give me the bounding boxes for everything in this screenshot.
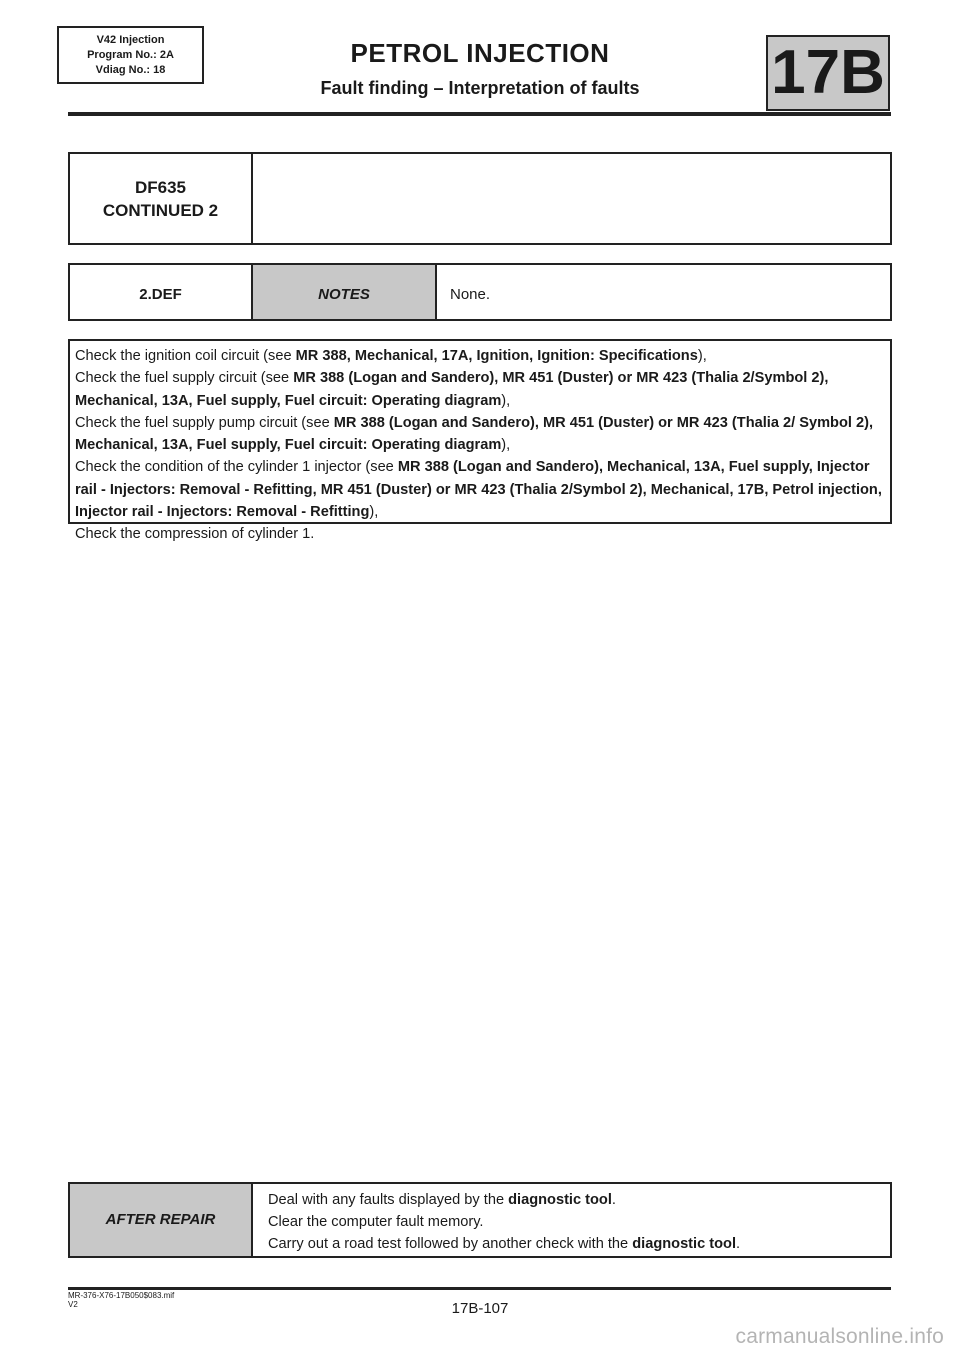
after-repair-text: Carry out a road test followed by another check with the [268, 1236, 633, 1252]
check-text: Check the fuel supply pump circuit (see [75, 414, 334, 431]
notes-label: NOTES [253, 265, 437, 319]
check-text: Check the ignition coil circuit (see [75, 348, 296, 364]
fault-continued-label: CONTINUED 2 [102, 201, 219, 220]
after-repair-reference: diagnostic tool [632, 1236, 737, 1252]
check-reference: MR 388, Mechanical, 17A, Ignition, Ignition: Specifications [295, 348, 698, 364]
after-repair-text [253, 1184, 890, 1256]
checks-box [68, 339, 892, 543]
version-label: V2 [68, 1300, 78, 1309]
fault-id-cell [70, 154, 253, 243]
vehicle-info-line: V42 Injection [96, 34, 165, 46]
check-reference: MR 388 (Logan and Sandero), MR 451 (Duster) or MR 423 (Thalia 2/Symbol 2), Mechanical, 13A, Fuel supply, Fuel circuit: Operating diagram [75, 370, 829, 409]
check-text: Check the condition of the cylinder 1 injector (see [75, 459, 398, 476]
after-repair-line [268, 1189, 890, 1211]
after-repair-text: . [611, 1192, 616, 1208]
check-reference: MR 388 (Logan and Sandero), MR 451 (Duster) or MR 423 (Thalia 2/ Symbol 2), Mechanical, 13A, Fuel supply, Fuel circuit: Operating diagram [75, 414, 874, 454]
after-repair-label: AFTER REPAIR [70, 1184, 253, 1256]
check-line [75, 412, 885, 457]
file-ref: MR-376-X76-17B050$083.mif [68, 1291, 175, 1300]
notes-row [68, 263, 892, 321]
watermark: carmanualsonline.info [735, 1325, 944, 1348]
check-text: Check the fuel supply circuit (see [75, 370, 294, 387]
check-line [75, 456, 885, 523]
after-repair-line [268, 1233, 890, 1255]
fault-header-box [68, 152, 892, 245]
header-divider [68, 112, 891, 116]
check-text: ), [697, 348, 707, 364]
page-subtitle: Fault finding – Interpretation of faults [320, 78, 640, 98]
condition-cell: 2.DEF [70, 265, 253, 319]
check-reference: MR 388 (Logan and Sandero), Mechanical, 13A, Fuel supply, Injector rail - Injectors: Removal - Refitting, MR 451 (Duster) or MR 423 (Thalia 2/Symbol 2), Mechanical, 17B, Petrol injection, Injector rail - Injectors: Removal - Refitting [75, 459, 882, 521]
check-line [75, 345, 885, 367]
after-repair-box [68, 1182, 892, 1258]
after-repair-reference: diagnostic tool [508, 1192, 612, 1208]
check-line [75, 367, 885, 412]
check-line [75, 523, 885, 545]
vehicle-info-line: Vdiag No.: 18 [95, 64, 166, 76]
after-repair-text: Deal with any faults displayed by the [268, 1192, 509, 1208]
after-repair-text: Clear the computer fault memory. [268, 1214, 484, 1230]
check-text: ), [369, 504, 379, 521]
check-text: Check the compression of cylinder 1. [75, 526, 315, 543]
page-title: PETROL INJECTION [350, 38, 610, 68]
vehicle-info-line: Program No.: 2A [87, 49, 174, 61]
after-repair-line [268, 1211, 890, 1233]
check-text: ), [501, 392, 511, 409]
page-number: 17B-107 [451, 1300, 509, 1317]
section-code-badge: 17B [766, 35, 890, 111]
check-text: ), [501, 437, 511, 454]
notes-text: None. [450, 286, 491, 303]
after-repair-text: . [736, 1236, 741, 1252]
fault-code: DF635 [134, 178, 187, 197]
footer-divider [68, 1287, 891, 1290]
